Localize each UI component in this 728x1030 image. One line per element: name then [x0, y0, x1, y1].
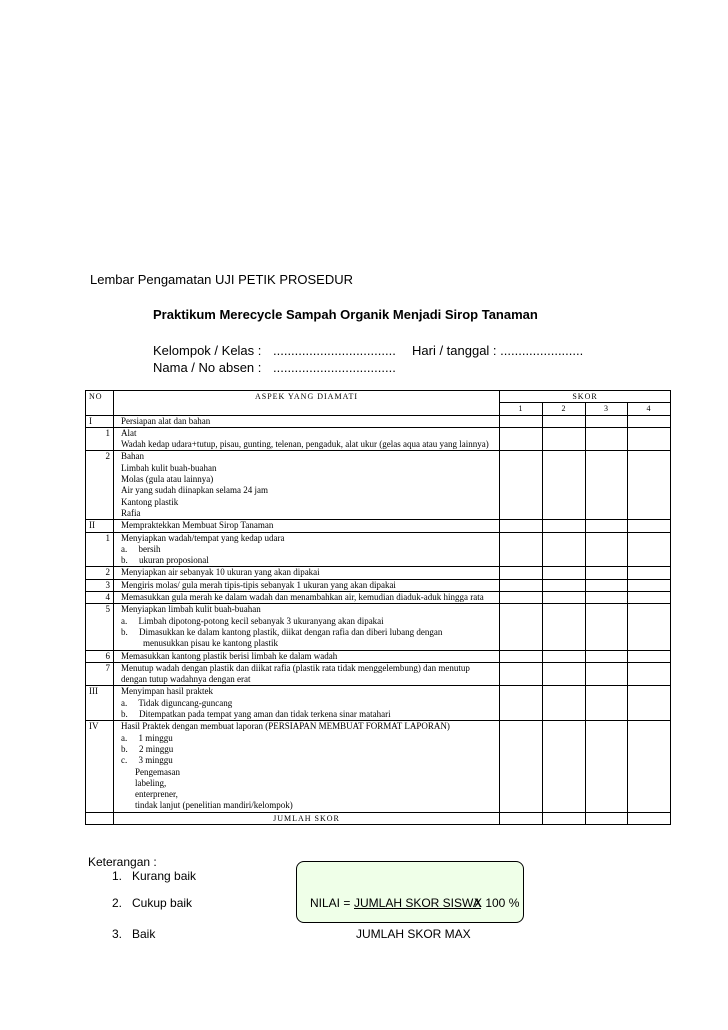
formula-denominator: JUMLAH SKOR MAX — [356, 927, 471, 941]
row-no: 7 — [86, 662, 114, 686]
score-cell[interactable] — [628, 451, 671, 520]
skor-col-3: 3 — [586, 403, 628, 415]
score-cell[interactable] — [500, 451, 543, 520]
score-cell[interactable] — [628, 415, 671, 427]
score-cell[interactable] — [628, 662, 671, 686]
keterangan-item-3: 3. Baik — [112, 927, 156, 941]
table-row — [86, 520, 671, 532]
row-no: II — [86, 520, 114, 532]
nama-field[interactable]: .................................. — [273, 360, 396, 375]
row-no: III — [86, 686, 114, 721]
formula-box — [296, 861, 524, 923]
nama-label: Nama / No absen : — [153, 360, 262, 375]
score-cell[interactable] — [628, 579, 671, 591]
table-row — [86, 532, 671, 567]
keterangan-item-1: 1. Kurang baik — [112, 869, 197, 883]
score-cell[interactable] — [543, 650, 586, 662]
hari-tanggal-field[interactable]: Hari / tanggal : ....................... — [412, 343, 584, 358]
page-subtitle: Praktikum Merecycle Sampah Organik Menjadi Sirop Tanaman — [153, 307, 538, 322]
keterangan-item-2: 2. Cukup baik — [112, 896, 193, 910]
score-cell[interactable] — [543, 662, 586, 686]
row-aspek: Menyimpan hasil praktek a. Tidak diguncang-guncang b. Ditempatkan pada tempat yang aman dan tidak terkena sinar matahari — [114, 686, 500, 721]
row-aspek: Memasukkan kantong plastik berisi limbah ke dalam wadah — [114, 650, 500, 662]
score-cell[interactable] — [586, 812, 628, 824]
row-no: 1 — [86, 532, 114, 567]
score-cell[interactable] — [500, 686, 543, 721]
formula-numerator: JUMLAH SKOR SISWA — [354, 896, 481, 910]
table-row — [86, 567, 671, 579]
score-cell[interactable] — [628, 686, 671, 721]
row-no: IV — [86, 721, 114, 812]
score-cell[interactable] — [586, 650, 628, 662]
row-no: 6 — [86, 650, 114, 662]
score-cell[interactable] — [628, 567, 671, 579]
score-cell[interactable] — [500, 721, 543, 812]
table-row — [86, 592, 671, 604]
row-aspek: Memasukkan gula merah ke dalam wadah dan menambahkan air, kemudian diaduk-aduk hingga rata — [114, 592, 500, 604]
score-cell[interactable] — [543, 812, 586, 824]
keterangan-label: Keterangan : — [88, 855, 157, 869]
score-cell[interactable] — [500, 812, 543, 824]
row-aspek: Bahan Limbah kulit buah-buahan Molas (gula atau lainnya) Air yang sudah diinapkan selama 24 jam Kantong plastik Rafia — [114, 451, 500, 520]
score-cell[interactable] — [500, 592, 543, 604]
table-row — [86, 415, 671, 427]
table-row — [86, 650, 671, 662]
score-cell[interactable] — [543, 721, 586, 812]
table-row — [86, 579, 671, 591]
score-cell[interactable] — [586, 451, 628, 520]
skor-col-1: 1 — [500, 403, 543, 415]
score-cell[interactable] — [586, 579, 628, 591]
score-cell[interactable] — [543, 567, 586, 579]
score-cell[interactable] — [586, 686, 628, 721]
score-cell[interactable] — [628, 532, 671, 567]
row-aspek: Menyiapkan limbah kulit buah-buahan a. Limbah dipotong-potong kecil sebanyak 3 ukuranyang akan dipakai b. Dimasukkan ke dalam kantong plastik, diikat dengan rafia dan diberi lubang dengan menusukkan pisau ke kantong plastik — [114, 604, 500, 650]
total-no-cell — [86, 812, 114, 824]
col-aspek-header: ASPEK YANG DIAMATI — [114, 391, 500, 416]
row-no: 5 — [86, 604, 114, 650]
kelompok-label: Kelompok / Kelas : — [153, 343, 262, 358]
score-cell[interactable] — [586, 520, 628, 532]
table-row — [86, 427, 671, 451]
score-cell[interactable] — [500, 579, 543, 591]
col-no-header: NO — [86, 391, 114, 416]
score-cell[interactable] — [543, 427, 586, 451]
score-cell[interactable] — [500, 567, 543, 579]
row-aspek: Hasil Praktek dengan membuat laporan (PERSIAPAN MEMBUAT FORMAT LAPORAN) a. 1 minggu b. 2 minggu c. 3 minggu Pengemasan labeling, enterprener, tindak lanjut (penelitian mandiri/kelompok) — [114, 721, 500, 812]
row-no: 1 — [86, 427, 114, 451]
score-cell[interactable] — [543, 579, 586, 591]
table-row — [86, 662, 671, 686]
score-cell[interactable] — [628, 520, 671, 532]
score-cell[interactable] — [543, 592, 586, 604]
score-cell[interactable] — [500, 650, 543, 662]
observation-table — [85, 390, 671, 825]
score-cell[interactable] — [586, 721, 628, 812]
score-cell[interactable] — [586, 592, 628, 604]
score-cell[interactable] — [586, 427, 628, 451]
score-cell[interactable] — [628, 721, 671, 812]
row-no: 2 — [86, 451, 114, 520]
row-no: 3 — [86, 579, 114, 591]
score-cell[interactable] — [628, 604, 671, 650]
table-row — [86, 721, 671, 812]
table-row — [86, 451, 671, 520]
total-label: JUMLAH SKOR — [114, 812, 500, 824]
score-cell[interactable] — [628, 650, 671, 662]
score-cell[interactable] — [628, 812, 671, 824]
total-row — [86, 812, 671, 824]
row-no: 4 — [86, 592, 114, 604]
score-cell[interactable] — [500, 520, 543, 532]
row-aspek: Mengiris molas/ gula merah tipis-tipis sebanyak 1 ukuran yang akan dipakai — [114, 579, 500, 591]
score-cell[interactable] — [628, 592, 671, 604]
page-title: Lembar Pengamatan UJI PETIK PROSEDUR — [90, 272, 353, 287]
score-cell[interactable] — [543, 686, 586, 721]
table-row — [86, 686, 671, 721]
row-aspek: Menyiapkan wadah/tempat yang kedap udara a. bersih b. ukuran proposional — [114, 532, 500, 567]
row-aspek: Menyiapkan air sebanyak 10 ukuran yang akan dipakai — [114, 567, 500, 579]
kelompok-field[interactable]: .................................. — [273, 343, 396, 358]
skor-col-2: 2 — [543, 403, 586, 415]
score-cell[interactable] — [586, 532, 628, 567]
row-aspek: Alat Wadah kedap udara+tutup, pisau, gunting, telenan, pengaduk, alat ukur (gelas aqua atau yang lainnya) — [114, 427, 500, 451]
row-no: I — [86, 415, 114, 427]
score-cell[interactable] — [500, 427, 543, 451]
row-aspek: Mempraktekkan Membuat Sirop Tanaman — [114, 520, 500, 532]
score-cell[interactable] — [500, 532, 543, 567]
score-cell[interactable] — [543, 415, 586, 427]
score-cell[interactable] — [628, 427, 671, 451]
row-no: 2 — [86, 567, 114, 579]
formula-prefix: NILAI = — [310, 896, 351, 910]
score-cell[interactable] — [543, 451, 586, 520]
score-cell[interactable] — [500, 604, 543, 650]
table-row — [86, 604, 671, 650]
score-cell[interactable] — [543, 604, 586, 650]
row-aspek: Menutup wadah dengan plastik dan diikat rafia (plastik rata tidak menggelembung) dan menutup dengan tutup wadahnya dengan erat — [114, 662, 500, 686]
score-cell[interactable] — [543, 520, 586, 532]
formula-multiplier: X 100 % — [474, 896, 520, 910]
score-cell[interactable] — [586, 604, 628, 650]
score-cell[interactable] — [500, 662, 543, 686]
row-aspek: Persiapan alat dan bahan — [114, 415, 500, 427]
score-cell[interactable] — [543, 532, 586, 567]
skor-col-4: 4 — [628, 403, 671, 415]
score-cell[interactable] — [586, 415, 628, 427]
col-skor-header: SKOR — [500, 391, 671, 403]
score-cell[interactable] — [500, 415, 543, 427]
score-cell[interactable] — [586, 567, 628, 579]
score-cell[interactable] — [586, 662, 628, 686]
